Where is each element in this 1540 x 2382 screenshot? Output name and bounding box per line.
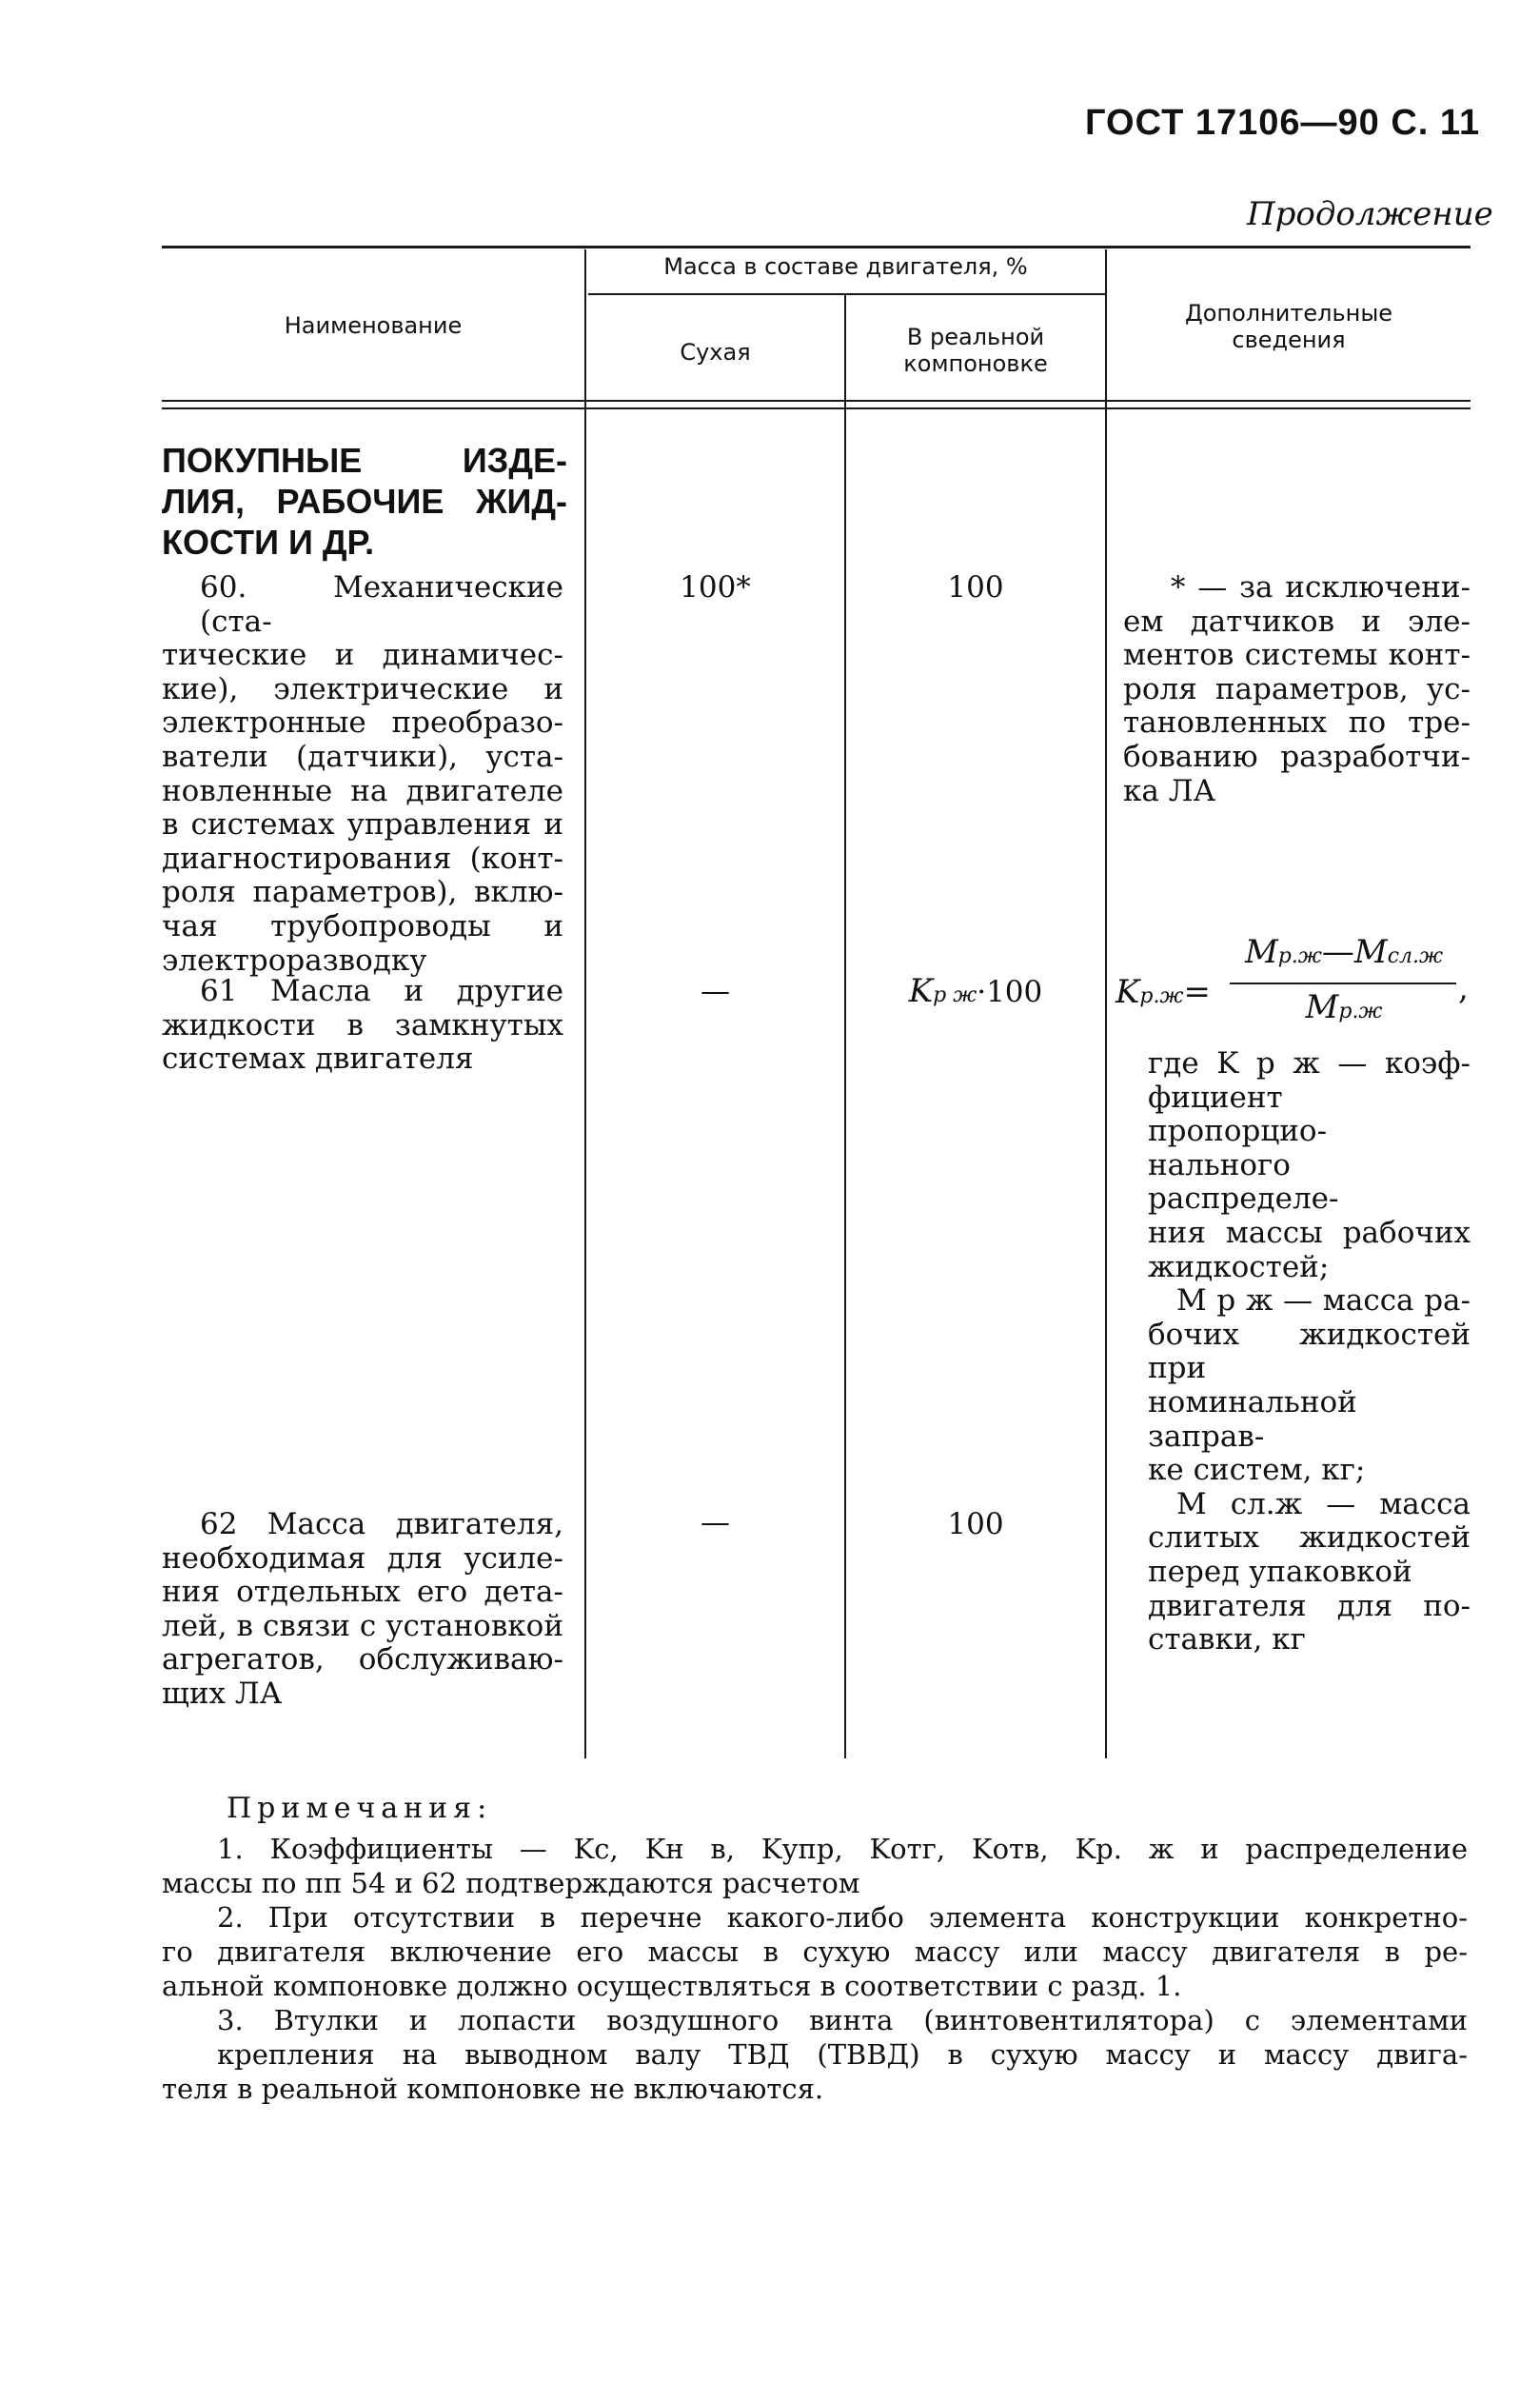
text-line: ке систем, кг; [1148,1453,1366,1488]
note-line: 3. Втулки и лопасти воздушного винта (винтовентилятора) с элементами [217,2004,1468,2036]
header-extra [1107,300,1471,353]
text-line: лей, в связи с установкой [162,1608,563,1643]
note-line: теля в реальной компоновке не включаются. [162,2073,824,2105]
text-line: жидкостей; [1148,1249,1330,1284]
text-line: роля параметров), вклю- [162,875,563,910]
note-line: крепления на выводном валу ТВД (ТВВД) в сухую массу и массу двига- [217,2038,1468,2071]
formula-minus: — [1321,933,1354,971]
section-title-line: КОСТИ И ДР. [162,523,375,562]
table-row-62-real: 100 [947,1507,1004,1541]
formula-kpz [1114,933,1471,1047]
text-line: новленные на двигателе [162,773,563,808]
formula-lhs-symbol: K [1116,973,1140,1011]
text-line: агрегатов, обслуживаю- [162,1642,563,1677]
formula-num-m1: M [1244,933,1278,971]
table-row-62-dry: — [701,1505,730,1539]
text-line: где K р ж — коэф- [1148,1046,1471,1081]
text-line: системах двигателя [162,1042,474,1077]
table-row-61-dry: — [701,974,730,1008]
header-dry: Сухая [680,339,751,366]
column-divider-3 [1105,249,1107,1758]
text-line: ния отдельных его дета- [162,1575,563,1610]
text-line: тические и динамичес- [162,638,563,673]
table-row-62-name [162,1508,563,1712]
text-line: фициент пропорцио- [1148,1080,1328,1149]
table-row-60-dry: 100* [680,570,751,605]
text-line: диагностирования (конт- [162,841,563,876]
note-line: го двигателя включение его массы в сухую массу или массу двигателя в ре- [162,1935,1468,1968]
formula-eq: = [1183,973,1211,1011]
text-line: чая трубопроводы и [162,908,563,943]
text-line: жидкости в замкнутых [162,1007,563,1042]
text-line: ем датчиков и эле- [1123,604,1471,639]
header-real [846,324,1105,377]
text-line: ментов системы конт- [1123,638,1471,673]
formula-num-m2: M [1353,933,1388,971]
section-title-line: ЛИЯ, РАБОЧИЕ ЖИД- [162,482,567,521]
text-line: кие), электрические и [162,671,563,706]
formula-lhs [1116,973,1211,1011]
coef-k-sub: р ж [933,983,977,1007]
continuation-label: Продолжение [1247,195,1493,233]
header-real-line1: В реальной [906,324,1045,350]
text-line: M сл.ж — масса [1176,1486,1471,1521]
header-name: Наименование [284,312,463,339]
note-line: 1. Коэффициенты — Kс, Kн в, Kупр, Kотг, Kотв, Kр. ж и распределение [217,1833,1468,1865]
section-title-line: ПОКУПНЫЕ ИЗДЕ- [162,441,567,480]
text-line: в системах управления и [162,807,563,843]
text-line: слитых жидкостей [1148,1520,1471,1556]
header-bottom-rule-1 [162,400,1471,402]
text-line: * — за исключени- [1171,570,1471,605]
text-line: необходимая для усиле- [162,1540,563,1576]
header-bottom-rule-2 [162,407,1471,409]
table-top-rule [162,246,1471,248]
note-line: массы по пп 54 и 62 подтверждаются расчетом [162,1867,860,1899]
text-line: 62 Масса двигателя, [200,1507,563,1541]
table-row-61-name [162,975,563,1077]
text-line: M р ж — масса ра- [1176,1283,1471,1319]
header-mass-group: Масса в составе двигателя, % [663,253,1028,280]
formula-denominator [1230,988,1458,1026]
text-line: ватели (датчики), уста- [162,739,563,774]
text-line: щих ЛА [162,1676,283,1711]
note-line: альной компоновке должно осуществляться в соответствии с разд. 1. [162,1970,1182,2002]
text-line: ния массы рабочих [1148,1215,1471,1250]
text-line: перед упаковкой [1148,1554,1412,1589]
text-line: 61 Масла и другие [200,974,563,1008]
formula-comma: , [1458,969,1469,1007]
formula-den-sub: р.ж [1338,1000,1383,1023]
header-real-line2: компоновке [903,350,1048,377]
text-line: ставки, кг [1148,1622,1306,1657]
note-line: 2. При отсутствии в перечне какого-либо элемента конструкции конкретно- [217,1901,1468,1934]
text-line: бованию разработчи- [1123,739,1471,774]
formula-numerator [1230,933,1458,971]
page-header-code: ГОСТ 17106—90 С. 11 [1085,103,1481,143]
table-row-61-real [846,972,1105,1013]
text-line: нального распределе- [1148,1147,1339,1217]
notes [162,1792,1468,2106]
mass-group-underline [588,293,1107,295]
formula-lhs-sub: р.ж [1139,984,1184,1008]
formula-num-m1-sub: р.ж [1277,944,1322,968]
text-line: тановленных по тре- [1123,705,1471,741]
formula-num-m2-sub: сл.ж [1387,944,1444,968]
text-line: бочих жидкостей при [1148,1317,1471,1386]
table-row-61-extra [1148,1047,1471,1657]
table-row-60-extra [1123,571,1471,808]
section-title [162,440,567,563]
text-line: роля параметров, ус- [1123,671,1471,706]
text-line: электроразводку [162,943,427,978]
text-line: номинальной заправ- [1148,1384,1357,1454]
table-row-60-real: 100 [947,570,1004,605]
text-line: электронные преобразо- [162,705,563,741]
text-line: ка ЛА [1123,773,1216,808]
table-row-60-name [162,571,563,978]
coef-k: K [908,972,934,1010]
text-line: двигателя для по- [1148,1588,1471,1623]
formula-den-m: M [1305,988,1339,1026]
notes-title: Примечания: [227,1792,493,1825]
header-extra-line2: сведения [1232,327,1346,353]
header-extra-line1: Дополнительные [1184,300,1393,327]
coef-mult: ·100 [977,975,1043,1009]
text-line: 60. Механические (ста- [200,570,563,639]
formula-fraction-bar [1230,983,1456,984]
